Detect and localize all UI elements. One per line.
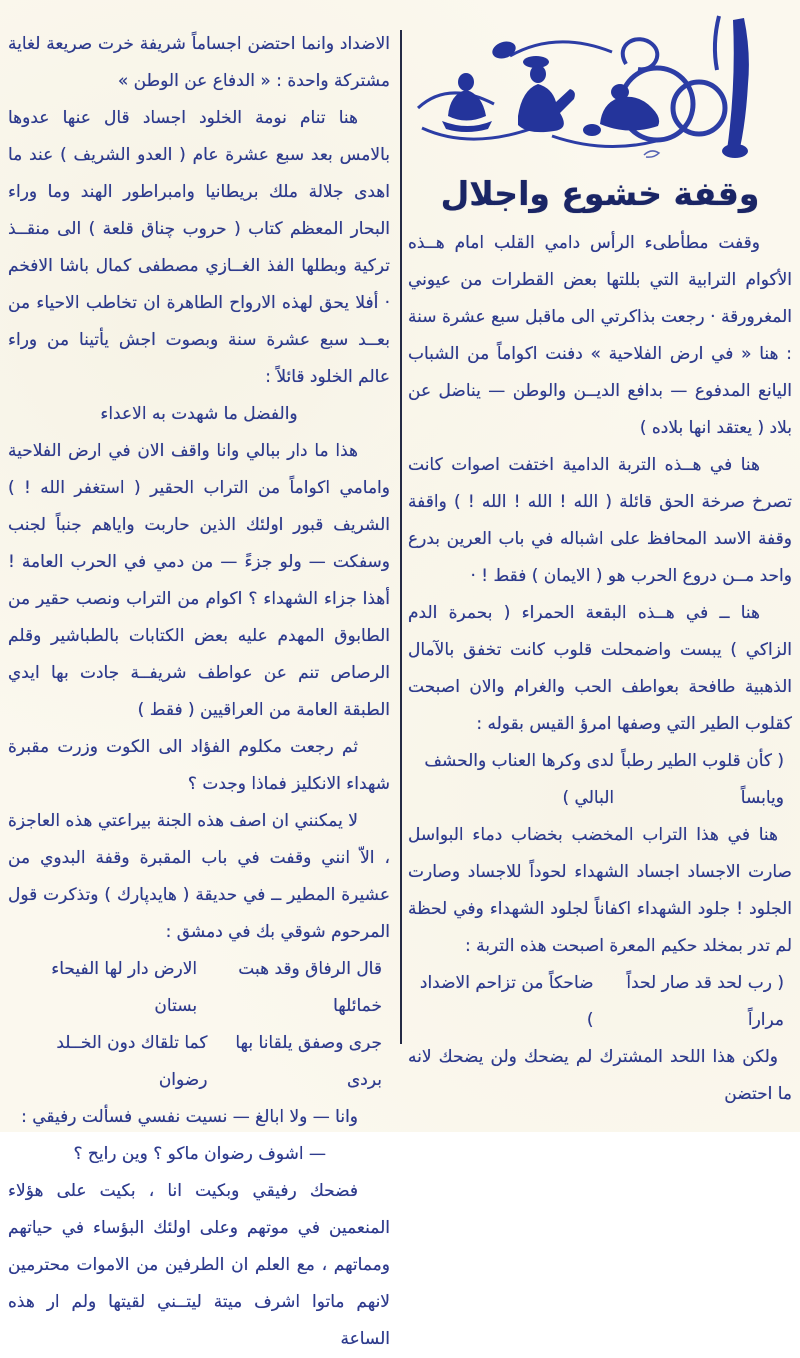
paragraph: الاضداد وانما احتضن اجساماً شريفة خرت صريعة لغاية مشتركة واحدة : « الدفاع عن الوطن » — [8, 34, 390, 91]
artist-signature-squiggle — [644, 151, 659, 157]
hemistich-left: كما تلقاك دون الخــلد رضوان — [56, 1033, 208, 1090]
left-column-text — [8, 26, 390, 1358]
poetry-line — [8, 951, 390, 1025]
paragraph: وقفت مطأطىء الرأس دامي القلب امام هــذه الأكوام الترابية التي بللتها بعض القطرات من عيوني المغرورقة · رجعت بذاكرتي الى ماقبل سبع عشرة سنة : هنا « في ارض الفلاحية » دفنت اكواماً من الشباب اليانع المدفوع — بدافع الديــن والوطن — يناضل عن بلاد ( يعتقد انها بلاده ) — [408, 233, 792, 438]
paragraph: هنا في هــذه التربة الدامية اختفت اصوات كانت تصرخ صرخة الحق قائلة ( الله ! الله ! الله ! ) واقفة وقفة الاسد المحافظ على اشباله في باب العرين بدرع واحد مــن دروع الحرب هو ( الايمان ) فقط ! · — [408, 455, 792, 586]
left-column — [8, 26, 390, 1358]
paragraph: هنا تنام نومة الخلود اجساد قال عنها عدوها بالامس بعد سبع عشرة عام ( العدو الشريف ) عند ما اهدى جلالة ملك بريطانيا وامبراطور الهند وما وراء البحار المعظم كتاب ( حروب چناق قلعة ) الى منقــذ تركية وبطلها الفذ الغــازي مصطفى كمال باشا الافخم · أفلا يحق لهذه الارواح الطاهرة ان تخاطب الاحياء من بعــد سبع عشرة سنة وبصوت اجش يأتينا من وراء عالم الخلود قائلاً : — [8, 108, 390, 387]
paragraph: وانا — ولا ابالغ — نسيت نفسي فسألت رفيقي : — [21, 1107, 358, 1127]
article-title: وقفة خشوع واجلال — [440, 174, 760, 213]
masthead — [408, 12, 792, 166]
hemistich-left: لدى وكرها العناب والحشف البالي ) — [424, 751, 615, 808]
hemistich-left: الارض دار لها الفيحاء بستان — [51, 959, 198, 1016]
paragraph: هذا ما دار ببالي وانا واقف الان في ارض الفلاحية وامامي اكواماً من التراب الحقير ( استغفر الله ! ) الشريف قبور اولئك الذين حاربت واياهم جنباً لجنب وسفكت — ولو جزءً — من دمي في الحرب العامة ! أهذا جزاء الشهداء ؟ اكوام من التراب ونصب حقير من الطابوق المهدم عليه بعض الكتابات بالطباشير وقلم الرصاص تنم عن عواطف شريفــة جادت بها ايدي الطبقة العامة من العراقيين ( فقط ) — [8, 441, 390, 720]
hemistich-right: ( كأن قلوب الطير رطباً ويابساً — [621, 751, 784, 808]
poetry-line — [408, 743, 792, 817]
hemistich-left: ضاحكاً من تزاحم الاضداد ) — [419, 973, 594, 1030]
hemistich-right: قال الرفاق وقد هبت خمائلها — [238, 959, 382, 1016]
right-column — [408, 12, 792, 1113]
poetry-line — [8, 1025, 390, 1099]
paragraph: هنا في هذا التراب المخضب بخضاب دماء البواسل صارت الاجساد اجساد الشهداء لحوداً للاجساد وصارت الجلود ! جلود الشهداء اكفاناً لجلود الشهداء وفي لحظة لم تدر بمخلد حكيم المعرة اصبحت هذه التربة : — [408, 825, 792, 956]
paragraph: ولكن هذا اللحد المشترك لم يضحك ولن يضحك لانه ما احتضن — [408, 1047, 792, 1104]
paragraph: فضحك رفيقي وبكيت انا ، بكيت على هؤلاء المنعمين في موتهم وعلى اولئك البؤساء في حياتهم ومماتهم ، مع العلم ان الطرفين من الاموات محترمين لانهم ماتوا اشرف ميتة ليتــني لقيتها ولم ار هذه الساعة — [8, 1181, 390, 1349]
hemistich-right: جرى وصفق يلقانا بها بردى — [235, 1033, 382, 1090]
column-divider-rule — [400, 30, 402, 1044]
masthead-calligraphy-illustration — [414, 12, 786, 164]
paragraph: هنا ــ في هــذه البقعة الحمراء ( بحمرة الدم الزاكي ) يبست واضمحلت قلوب كانت تخفق بالآمال الذهبية طافحة بعواطف الحب والغرام والان اصبحت كقلوب الطير التي وصفها امرؤ القيس بقوله : — [408, 603, 792, 734]
paragraph: لا يمكنني ان اصف هذه الجنة بيراعتي هذه العاجزة ، الاّ انني وقفت في باب المقبرة وقفة البدوي من عشيرة المطير ــ في حديقة ( هايدپارك ) وتذكرت قول المرحوم شوقي بك في دمشق : — [8, 811, 390, 942]
poetry-centered-line: والفضل ما شهدت به الاعداء — [100, 404, 298, 424]
paragraph: ثم رجعت مكلوم الفؤاد الى الكوت وزرت مقبرة شهداء الانكليز فماذا وجدت ؟ — [8, 737, 390, 794]
right-column-text — [408, 225, 792, 1113]
poetry-line — [408, 965, 792, 1039]
dialogue-line: — اشوف رضوان ماكو ؟ وين رايح ؟ — [73, 1144, 326, 1164]
hemistich-right: ( رب لحد قد صار لحداً مراراً — [626, 973, 784, 1030]
